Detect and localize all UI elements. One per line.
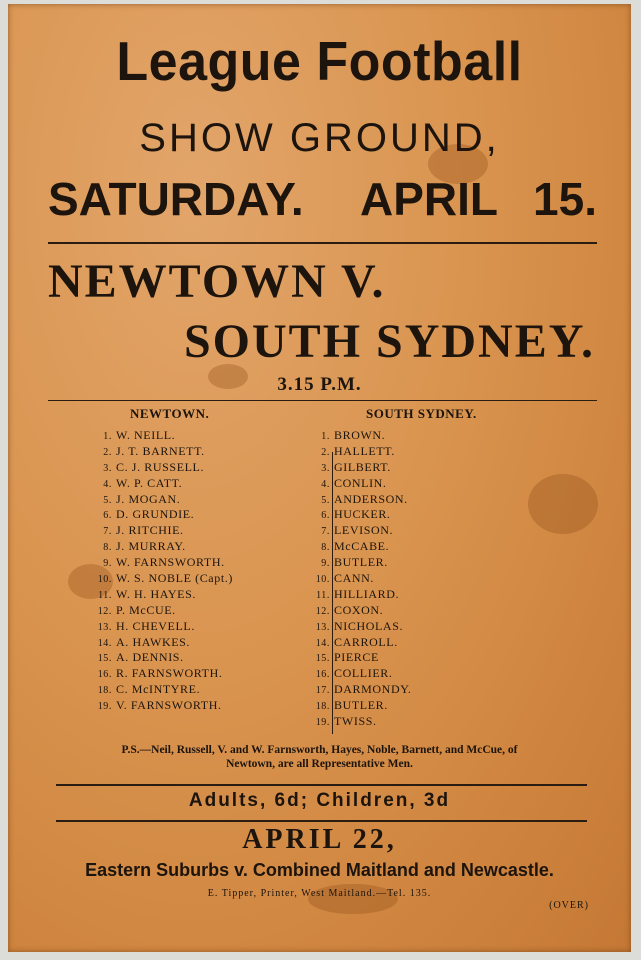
- player-name: HUCKER.: [334, 507, 391, 522]
- player-name: NICHOLAS.: [334, 618, 404, 633]
- player-name: CANN.: [334, 571, 375, 586]
- player-name: HILLIARD.: [334, 586, 400, 601]
- roster-item: [90, 460, 233, 476]
- player-name: BUTLER.: [334, 698, 388, 713]
- roster-item: [308, 476, 412, 492]
- roster-item: [90, 444, 233, 460]
- divider: [56, 784, 587, 786]
- roster-item: [90, 682, 233, 698]
- player-number: 15.: [97, 653, 112, 665]
- player-number: 12.: [315, 605, 330, 617]
- roster-item: [308, 428, 412, 444]
- player-name: HALLETT.: [334, 443, 395, 458]
- player-name: CONLIN.: [334, 475, 387, 490]
- roster-item: [308, 635, 412, 651]
- roster-item: [308, 650, 412, 666]
- player-number: 4.: [103, 478, 112, 490]
- player-name: PIERCE: [334, 650, 379, 665]
- poster-sheet: [8, 4, 631, 952]
- roster-item: [90, 492, 233, 508]
- player-name: BROWN.: [334, 428, 386, 442]
- next-match-date: APRIL 22,: [242, 824, 397, 855]
- player-number: 5.: [103, 494, 112, 506]
- player-number: 14.: [315, 637, 330, 649]
- roster-item: [90, 619, 233, 635]
- player-number: 8.: [103, 542, 112, 554]
- player-name: J. MURRAY.: [116, 539, 186, 554]
- roster-item: [308, 523, 412, 539]
- player-number: 3.: [321, 462, 330, 474]
- note-line-2: Newtown, are all Representative Men.: [226, 758, 413, 770]
- kickoff-time: 3.15 P.M.: [277, 374, 362, 395]
- date-num: 15.: [533, 173, 597, 225]
- player-number: 2.: [321, 446, 330, 458]
- note-line-1: P.S.—Neil, Russell, V. and W. Farnsworth, Hayes, Noble, Barnett, and McCue, of: [121, 744, 518, 756]
- player-number: 10.: [97, 574, 112, 586]
- poster-title: League Football: [116, 31, 523, 93]
- roster-item: [90, 523, 233, 539]
- roster-item: [90, 428, 233, 444]
- roster-item: [90, 666, 233, 682]
- team-left-name: NEWTOWN.: [130, 406, 210, 421]
- player-number: 18.: [315, 701, 330, 713]
- roster-item: [308, 587, 412, 603]
- player-number: 16.: [315, 669, 330, 681]
- player-name: P. McCUE.: [116, 602, 176, 617]
- date-day: SATURDAY.: [48, 173, 304, 225]
- player-name: J. MOGAN.: [116, 491, 181, 506]
- player-number: 2.: [103, 446, 112, 458]
- player-number: 18.: [97, 685, 112, 697]
- roster-item: [90, 555, 233, 571]
- roster-item: [90, 539, 233, 555]
- roster-item: [308, 682, 412, 698]
- player-number: 6.: [321, 510, 330, 522]
- player-name: J. T. BARNETT.: [116, 443, 205, 458]
- player-number: 9.: [321, 558, 330, 570]
- roster-item: [308, 619, 412, 635]
- roster-item: [90, 507, 233, 523]
- player-name: W. NEILL.: [116, 428, 176, 442]
- player-number: 1.: [103, 431, 112, 442]
- player-name: CARROLL.: [334, 634, 398, 649]
- roster-item: [90, 603, 233, 619]
- player-number: 6.: [103, 510, 112, 522]
- roster-item: [90, 476, 233, 492]
- player-name: BUTLER.: [334, 555, 388, 570]
- date-line: [48, 172, 597, 226]
- player-name: D. GRUNDIE.: [116, 507, 195, 522]
- match-line-2: SOUTH SYDNEY.: [183, 315, 595, 368]
- player-name: GILBERT.: [334, 459, 391, 474]
- player-name: W. H. HAYES.: [116, 586, 196, 601]
- roster-item: [90, 635, 233, 651]
- over-note: (OVER): [549, 900, 589, 911]
- venue: SHOW GROUND,: [139, 116, 500, 160]
- divider: [56, 820, 587, 822]
- player-number: 7.: [103, 526, 112, 538]
- player-name: McCABE.: [334, 539, 390, 554]
- player-name: A. HAWKES.: [116, 634, 191, 649]
- divider: [48, 400, 597, 401]
- player-name: COLLIER.: [334, 666, 393, 681]
- player-name: W. FARNSWORTH.: [116, 555, 225, 570]
- player-number: 5.: [321, 494, 330, 506]
- roster-item: [308, 507, 412, 523]
- player-number: 14.: [97, 637, 112, 649]
- player-name: C. McINTYRE.: [116, 682, 201, 697]
- team-right-name: SOUTH SYDNEY.: [366, 406, 477, 421]
- player-name: LEVISON.: [334, 523, 394, 538]
- player-number: 10.: [315, 574, 330, 586]
- player-name: W. P. CATT.: [116, 475, 183, 490]
- roster-item: [308, 555, 412, 571]
- roster-item: [308, 492, 412, 508]
- player-name: TWISS.: [334, 714, 377, 729]
- roster-item: [308, 444, 412, 460]
- admission-prices: Adults, 6d; Children, 3d: [188, 790, 451, 811]
- player-number: 19.: [97, 701, 112, 713]
- player-number: 19.: [315, 717, 330, 729]
- player-name: ANDERSON.: [334, 491, 408, 506]
- player-number: 9.: [103, 558, 112, 570]
- player-name: C. J. RUSSELL.: [116, 459, 205, 474]
- divider: [48, 242, 597, 244]
- printer-credit: E. Tipper, Printer, West Maitland.—Tel. 135.: [207, 888, 432, 899]
- player-number: 8.: [321, 542, 330, 554]
- roster-item: [90, 650, 233, 666]
- player-name: W. S. NOBLE (Capt.): [116, 571, 233, 586]
- roster-item: [308, 714, 412, 730]
- roster-item: [308, 603, 412, 619]
- player-number: 16.: [97, 669, 112, 681]
- player-number: 17.: [315, 685, 330, 697]
- roster-item: [308, 460, 412, 476]
- player-name: R. FARNSWORTH.: [116, 666, 223, 681]
- player-number: 3.: [103, 462, 112, 474]
- roster-item: [90, 698, 233, 714]
- team-left-roster: [90, 428, 233, 714]
- roster-item: [308, 698, 412, 714]
- player-number: 11.: [316, 589, 330, 601]
- player-number: 12.: [97, 605, 112, 617]
- match-line-1: NEWTOWN V.: [48, 255, 386, 308]
- roster-item: [90, 571, 233, 587]
- player-name: DARMONDY.: [334, 682, 412, 697]
- player-name: V. FARNSWORTH.: [116, 698, 222, 713]
- player-number: 4.: [321, 478, 330, 490]
- player-number: 1.: [321, 431, 330, 442]
- player-name: J. RITCHIE.: [116, 523, 184, 538]
- roster-item: [308, 571, 412, 587]
- team-right-roster: [308, 428, 412, 730]
- player-number: 11.: [98, 589, 112, 601]
- player-name: COXON.: [334, 602, 384, 617]
- player-name: A. DENNIS.: [116, 650, 184, 665]
- roster-item: [90, 587, 233, 603]
- roster-item: [308, 666, 412, 682]
- player-number: 15.: [315, 653, 330, 665]
- player-number: 7.: [321, 526, 330, 538]
- stain-mark: [528, 474, 598, 534]
- player-number: 13.: [97, 621, 112, 633]
- roster-item: [308, 539, 412, 555]
- player-number: 13.: [315, 621, 330, 633]
- next-match-teams: Eastern Suburbs v. Combined Maitland and Newcastle.: [85, 860, 554, 880]
- date-month: APRIL: [360, 173, 498, 225]
- player-name: H. CHEVELL.: [116, 618, 195, 633]
